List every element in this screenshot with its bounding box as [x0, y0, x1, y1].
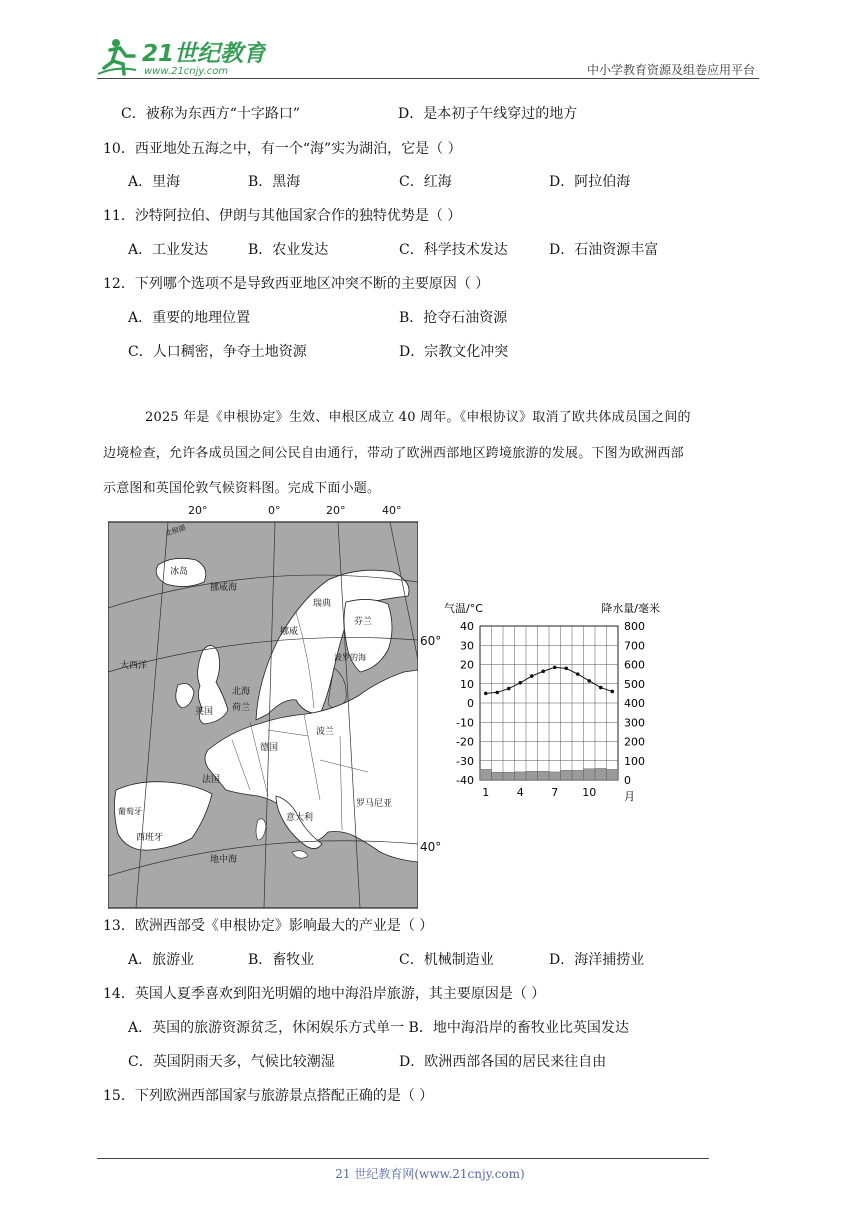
precip-bar [572, 770, 584, 780]
temperature-point [587, 679, 591, 683]
map-label-3: 芬兰 [354, 617, 373, 627]
precip-bar [561, 770, 573, 780]
europe-map [108, 500, 418, 910]
footer-divider [97, 1158, 709, 1159]
q9-option-c: C．被称为东西方“十字路口” [121, 106, 301, 122]
map-label-16: 西班牙 [136, 833, 164, 843]
q13-option-a: A．旅游业 [128, 952, 195, 968]
q13-option-d: D．海洋捕捞业 [549, 952, 645, 968]
precip-tick-label: 0 [624, 774, 631, 787]
temperature-point [610, 690, 614, 694]
map-label-13: 罗马尼亚 [356, 799, 393, 809]
temp-tick-label: -40 [456, 774, 474, 787]
precip-tick-label: 300 [624, 716, 645, 730]
map-label-10: 波兰 [316, 727, 335, 737]
temperature-point [541, 669, 545, 673]
precip-bar [607, 769, 619, 780]
header-platform-text: 中小学教育资源及组卷应用平台 [586, 63, 755, 77]
q14-option-c: C．英国阴雨天多，气候比较潮湿 [128, 1054, 335, 1070]
month-tick-label: 7 [551, 786, 559, 799]
temperature-point [553, 666, 557, 670]
site-logo [96, 34, 266, 80]
lat-label-60: 60° [420, 634, 442, 648]
temp-tick-label: 30 [460, 639, 474, 653]
precip-bar [492, 772, 504, 780]
lon-label-3: 40° [382, 504, 402, 517]
q13-option-b: B．畜牧业 [248, 952, 315, 968]
arctic-circle-label: 北极圈 [164, 523, 187, 538]
map-label-1: 挪威海 [210, 583, 238, 593]
q11-option-b: B．农业发达 [248, 242, 329, 258]
map-label-17: 地中海 [210, 855, 238, 865]
temp-axis-label: 气温/°C [444, 602, 483, 615]
q12-option-d: D．宗教文化冲突 [399, 344, 509, 360]
logo-text: 21世纪教育 [142, 41, 266, 67]
q9-option-d: D．是本初子午线穿过的地方 [398, 106, 578, 122]
q12-option-c: C．人口稠密，争夺土地资源 [128, 344, 307, 360]
q11-option-d: D．石油资源丰富 [549, 242, 659, 258]
lon-label-0: 20° [188, 504, 208, 517]
q13-option-c: C．机械制造业 [399, 952, 494, 968]
temperature-point [495, 691, 499, 695]
map-label-0: 冰岛 [170, 567, 189, 577]
q12-stem: 12．下列哪个选项不是导致西亚地区冲突不断的主要原因（ ） [103, 276, 490, 292]
temp-tick-label: -30 [456, 754, 474, 768]
precip-bar [503, 772, 515, 780]
lat-label-40: 40° [420, 840, 442, 854]
precip-bar [584, 769, 596, 780]
q10-stem: 10．西亚地处五海之中，有一个“海”实为湖泊，它是（ ） [103, 141, 462, 157]
map-label-12: 法国 [202, 775, 221, 785]
temperature-point [484, 692, 488, 696]
map-label-14: 意大利 [286, 813, 314, 823]
passage-line-2: 边境检查，允许各成员国之间公民自由通行，带动了欧洲西部地区跨境旅游的发展。下图为欧洲西部 [103, 446, 684, 461]
q13-stem: 13．欧洲西部受《申根协定》影响最大的产业是（ ） [103, 918, 434, 934]
temperature-point [507, 687, 511, 691]
london-climate-chart [438, 600, 660, 810]
passage-line-1: 2025 年是《申根协定》生效、申根区成立 40 周年。《申根协议》取消了欧共体成员国之间的 [145, 410, 691, 425]
month-tick-label: 4 [516, 786, 524, 799]
temp-tick-label: 10 [460, 677, 474, 691]
map-label-7: 波罗的海 [334, 653, 366, 662]
q12-option-b: B．抢夺石油资源 [399, 310, 508, 326]
q11-option-a: A．工业发达 [128, 242, 209, 258]
precip-tick-label: 600 [624, 658, 645, 672]
precip-tick-label: 200 [624, 735, 645, 749]
map-label-8: 英国 [195, 707, 214, 717]
lon-label-2: 20° [326, 504, 346, 517]
footer-text: 21 世纪教育网(www.21cnjy.com) [335, 1167, 525, 1181]
q11-stem: 11．沙特阿拉伯、伊朗与其他国家合作的独特优势是（ ） [103, 208, 462, 224]
temperature-point [599, 686, 603, 690]
precip-tick-label: 800 [624, 620, 645, 633]
temp-tick-label: 20 [460, 658, 474, 672]
lon-label-1: 0° [268, 504, 281, 517]
precip-tick-label: 700 [624, 639, 645, 653]
temperature-point [530, 674, 534, 678]
q14-stem: 14．英国人夏季喜欢到阳光明媚的地中海沿岸旅游，其主要原因是（ ） [103, 986, 546, 1002]
q12-option-a: A．重要的地理位置 [128, 310, 251, 326]
precip-tick-label: 500 [624, 677, 645, 691]
precip-axis-label: 降水量/毫米 [601, 602, 660, 615]
runner-icon [98, 39, 136, 74]
precip-bar [480, 769, 492, 780]
precip-bar [515, 772, 527, 780]
map-label-4: 挪威 [280, 627, 299, 637]
q15-stem: 15．下列欧洲西部国家与旅游景点搭配正确的是（ ） [103, 1088, 434, 1104]
temperature-point [564, 667, 568, 671]
temp-tick-label: 0 [467, 697, 474, 710]
precip-bar [538, 771, 550, 780]
map-label-11: 德国 [260, 743, 279, 753]
month-tick-label: 1 [482, 786, 490, 799]
precip-tick-label: 400 [624, 697, 645, 710]
q10-option-d: D．阿拉伯海 [549, 174, 631, 190]
map-label-9: 荷兰 [232, 703, 251, 713]
temperature-point [518, 681, 522, 685]
passage-line-3: 示意图和英国伦敦气候资料图。完成下面小题。 [103, 481, 381, 496]
precip-bar [549, 772, 561, 780]
q10-option-a: A．里海 [128, 174, 181, 190]
header-divider [97, 78, 759, 79]
temp-tick-label: -20 [456, 735, 474, 749]
temperature-point [576, 672, 580, 676]
map-label-6: 北海 [232, 687, 251, 697]
q14-option-d: D．欧洲西部各国的居民来往自由 [399, 1054, 607, 1070]
logo-url: www.21cnjy.com [144, 66, 229, 77]
temp-tick-label: -10 [456, 716, 474, 730]
q10-option-c: C．红海 [399, 174, 452, 190]
q10-option-b: B．黑海 [248, 174, 301, 190]
precip-tick-label: 100 [624, 754, 645, 768]
precip-bar [526, 771, 538, 780]
q11-option-c: C．科学技术发达 [399, 242, 508, 258]
month-unit-label: 月 [624, 790, 635, 803]
q14-option-ab: A．英国的旅游资源贫乏，休闲娱乐方式单一 B．地中海沿岸的畜牧业比英国发达 [128, 1020, 629, 1036]
map-label-2: 瑞典 [313, 599, 332, 609]
map-label-15: 葡萄牙 [118, 807, 142, 816]
map-label-5: 大西洋 [120, 661, 148, 671]
precip-bar [595, 768, 607, 780]
chart-grid [480, 626, 618, 780]
month-tick-label: 10 [582, 786, 597, 799]
temp-tick-label: 40 [460, 620, 474, 633]
